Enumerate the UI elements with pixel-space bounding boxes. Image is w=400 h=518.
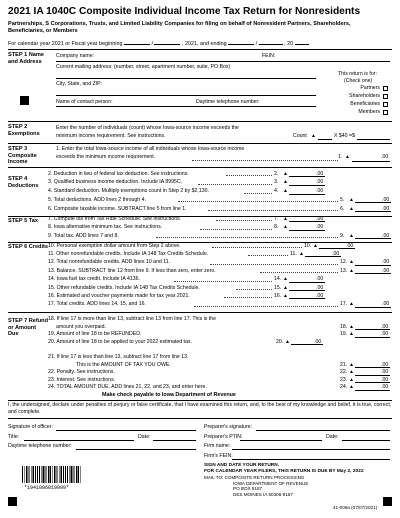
- line-number: 15.: [274, 284, 282, 291]
- form-subtitle: Partnerships, S Corporations, Trusts, and Limited Liability Companies for filing on behalf of Nonresident Partners, Shareholders, Beneficiaries, or Members: [8, 21, 351, 34]
- line-number: 12.: [340, 259, 348, 266]
- line-text: 7. Compute tax from Tax Rate Schedule. See instructions.: [48, 215, 182, 222]
- form-line: [48, 197, 390, 205]
- dot-leader: [156, 233, 338, 239]
- cents-label: .00: [346, 242, 354, 249]
- form-line: [48, 179, 390, 187]
- cents-label: .00: [381, 376, 389, 383]
- arrow-icon: ▲: [313, 242, 318, 249]
- dot-leader: [248, 251, 288, 257]
- line-number: 17.: [340, 301, 348, 308]
- begin-month-field[interactable]: [124, 40, 150, 45]
- line-number: 5.: [340, 196, 345, 203]
- shareholders-checkbox[interactable]: [383, 94, 388, 99]
- mailing-address-field[interactable]: [56, 78, 316, 79]
- cents-label: .00: [381, 323, 389, 330]
- option-beneficiaries: Beneficiaries: [350, 101, 380, 107]
- form-line: [48, 216, 390, 224]
- arrow-icon: ▲: [349, 232, 354, 239]
- line-text: 23. Interest. See instructions.: [48, 376, 116, 383]
- arrow-icon: ▲: [349, 331, 354, 337]
- officer-date-label: Date:: [138, 434, 151, 440]
- cents-label: .00: [316, 179, 324, 186]
- dot-leader: [236, 285, 272, 291]
- divider: [8, 121, 392, 122]
- form-line: [48, 293, 390, 301]
- arrow-icon: ▲: [283, 224, 288, 231]
- line-number: 13.: [340, 267, 348, 274]
- cents-label: .00: [381, 384, 389, 390]
- exemption-multiplier: X $40 =$: [334, 133, 355, 139]
- end-year-field[interactable]: [295, 40, 309, 45]
- arrow-icon: ▲: [283, 284, 288, 291]
- cents-label: .00: [316, 292, 324, 299]
- exemption-amount-field[interactable]: [357, 139, 390, 140]
- arrow-icon: ▲: [283, 292, 288, 299]
- officer-phone-label: Daytime telephone number:: [8, 443, 72, 449]
- form-line: [48, 276, 390, 284]
- arrow-icon: ▲: [283, 276, 288, 283]
- registration-square: [383, 497, 392, 506]
- calendar-prefix: For calendar year 2021 or Fiscal year beginning: [8, 41, 123, 47]
- preparer-signature-label: Preparer's signature:: [204, 424, 252, 430]
- dot-leader: [194, 301, 338, 307]
- cents-label: .00: [382, 232, 390, 239]
- preparer-date-field[interactable]: [342, 440, 390, 441]
- line-text: 8. Iowa alternative minimum tax. See instructions.: [48, 224, 163, 231]
- daytime-phone-label: Daytime telephone number:: [196, 99, 260, 105]
- step2-line1: Enter the number of individuals (count) whose Iowa-source income exceeds the: [56, 125, 239, 131]
- line-text: 12. Total nonrefundable credits. ADD lines 10 and 11.: [48, 259, 171, 266]
- line-number: 2.: [274, 170, 279, 177]
- arrow-icon: ▲: [349, 301, 354, 308]
- arrow-icon: ▲: [349, 259, 354, 266]
- registration-square: [20, 96, 29, 105]
- end-month-field[interactable]: [228, 40, 254, 45]
- beneficiaries-checkbox[interactable]: [383, 102, 388, 107]
- return-for-note: (Check one): [344, 78, 373, 84]
- calendar-mid: , 2021, and ending: [181, 41, 227, 47]
- arrow-icon: ▲: [311, 133, 316, 139]
- cents-label: .00: [381, 361, 389, 368]
- preparer-ptin-label: Preparer's PTIN:: [204, 434, 243, 440]
- option-partners: Partners: [360, 85, 380, 91]
- dot-leader: [198, 179, 272, 185]
- line-number: 21.: [340, 361, 348, 368]
- line-text: 9. Total tax. ADD lines 7 and 8.: [48, 232, 119, 239]
- contact-person-label: Name of contact person:: [56, 99, 113, 105]
- end-day-field[interactable]: [259, 40, 283, 45]
- form-line: [48, 331, 390, 339]
- arrow-icon: ▲: [283, 170, 288, 177]
- cents-label: .00: [382, 205, 390, 212]
- contact-field[interactable]: [56, 106, 316, 107]
- line-text: 17. Total credits. ADD lines 14, 15, and 16.: [48, 301, 146, 308]
- arrow-icon: ▲: [349, 205, 354, 212]
- begin-day-field[interactable]: [154, 40, 180, 45]
- line-text: 10. Personal exemption dollar amount from Step 2 above.: [48, 242, 181, 249]
- form-line: [48, 339, 390, 347]
- dot-leader: [192, 160, 338, 161]
- form-line: [48, 259, 390, 267]
- count-field[interactable]: [318, 139, 332, 140]
- title-field[interactable]: [24, 440, 134, 441]
- form-line: [48, 384, 390, 392]
- city-state-zip-field[interactable]: [56, 95, 316, 96]
- mailing-l4: IOWA DEPARTMENT OF REVENUE: [233, 480, 309, 486]
- step3-line1: 1. Enter the total Iowa-source income of all individuals whose Iowa-source income: [56, 146, 245, 152]
- officer-date-field[interactable]: [153, 440, 196, 441]
- arrow-icon: ▲: [349, 369, 354, 375]
- form-line: [48, 251, 390, 259]
- line-number: 14.: [274, 276, 282, 283]
- arrow-icon: ▲: [283, 188, 288, 195]
- declaration-text: I, the undersigned, declare under penalties of perjury or false certificate, that I have examined this return, and, to the best of my knowledge and belief, it is true, correct, and complete.: [8, 402, 392, 415]
- form-line: [48, 324, 390, 332]
- form-line: [48, 188, 390, 196]
- step2-line2: minimum income requirement. See instructions.: [56, 133, 166, 139]
- line-text: 13. Balance. SUBTRACT line 12 from line 9. If less than zero, enter zero.: [48, 267, 216, 274]
- line-number: 20.: [276, 338, 284, 345]
- step3-line2: exceeds the minimum income requirement.: [56, 154, 156, 160]
- arrow-icon: ▲: [349, 267, 354, 274]
- dot-leader: [216, 216, 272, 222]
- company-name-label: Company name:: [56, 53, 95, 59]
- line-number: 16.: [274, 292, 282, 299]
- city-state-zip-label: City, State, and ZIP:: [56, 81, 103, 87]
- arrow-icon: ▲: [299, 250, 304, 257]
- firm-fein-label: Firm's FEIN:: [204, 453, 233, 459]
- cents-label: .00: [316, 276, 324, 283]
- cents-label: .00: [332, 250, 340, 257]
- members-checkbox[interactable]: [383, 110, 388, 115]
- divider: [8, 418, 392, 419]
- form-title: 2021 IA 1040C Composite Individual Income Tax Return for Nonresidents: [8, 6, 361, 17]
- divider: [8, 400, 392, 401]
- arrow-icon: ▲: [283, 179, 288, 186]
- line-text: This is the AMOUNT OF TAX YOU OWE.: [76, 361, 171, 368]
- form-id: 41-006a (07/07/2021): [333, 505, 378, 510]
- line-number: 19.: [340, 331, 348, 337]
- line-number: 4.: [274, 188, 279, 195]
- option-members: Members: [358, 109, 380, 115]
- calendar-suffix: , 20: [284, 41, 294, 47]
- dot-leader: [226, 171, 272, 177]
- line-number: 10.: [304, 242, 312, 249]
- return-for-title: This return is for:: [338, 71, 377, 77]
- cents-label: .00: [382, 196, 390, 203]
- line1-number: 1.: [338, 154, 343, 160]
- line-text: 11. Other nonrefundable credits. Include IA 148 Tax Credits Schedule.: [48, 250, 209, 257]
- barcode-text: *1941006019999*: [24, 485, 70, 491]
- firm-name-field[interactable]: [232, 449, 390, 450]
- arrow-icon: ▲: [349, 361, 354, 368]
- form-line: [48, 362, 390, 370]
- barcode-image: [22, 466, 82, 483]
- line-text: 3. Qualified business income deduction. Include IA 8995C.: [48, 179, 183, 186]
- dot-leader: [174, 276, 272, 282]
- line-number: 22.: [340, 369, 348, 375]
- line1-field[interactable]: [352, 161, 390, 162]
- step3-label: STEP 3 Composite Income: [8, 146, 37, 166]
- form-line: [48, 224, 390, 232]
- dot-leader: [210, 259, 338, 265]
- preparer-date-label: Date:: [326, 434, 339, 440]
- dot-leader: [212, 243, 302, 249]
- form-line: [48, 301, 390, 309]
- mailing-l3: MAIL TO: COMPOSITE RETURN PROCESSING: [204, 475, 305, 480]
- firm-name-label: Firm name:: [204, 443, 231, 449]
- line-text: 20. Amount of line 18 to be applied to your 2022 estimated tax.: [48, 338, 192, 345]
- arrow-icon: ▲: [285, 338, 290, 345]
- cents-label: .00: [382, 259, 390, 266]
- title-label: Title:: [8, 434, 20, 440]
- mailing-l5: PO BOX 9187: [233, 486, 263, 491]
- dot-leader: [200, 224, 272, 230]
- payable-note: Make check payable to Iowa Department of Revenue: [102, 392, 236, 398]
- line-number: 18.: [340, 323, 348, 330]
- divider: [8, 143, 392, 144]
- fein-label: FEIN:: [262, 53, 276, 59]
- calendar-line: For calendar year 2021 or Fiscal year beginning / , 2021, and ending / , 20: [8, 40, 309, 47]
- line-number: 6.: [340, 205, 345, 212]
- line-text: 22. Penalty. See instructions.: [48, 369, 115, 375]
- officer-phone-field[interactable]: [76, 449, 196, 450]
- line-number: 23.: [340, 376, 348, 383]
- line-number: 3.: [274, 179, 279, 186]
- cents-label: .00: [316, 224, 324, 231]
- cents-label: .00: [382, 301, 390, 308]
- form-line: [48, 206, 390, 214]
- divider: [8, 49, 392, 50]
- line-text: 24. TOTAL AMOUNT DUE. ADD lines 21, 22, and 23, and enter here.: [48, 384, 207, 390]
- firm-fein-field[interactable]: [232, 459, 390, 460]
- step1-label: STEP 1 Name and Address: [8, 52, 44, 65]
- step7-label: STEP 7 Refund or Amount Due: [8, 318, 48, 338]
- line18-text-a: 18. If line 17 is more than line 13, subtract line 13 from line 17. This is the: [48, 316, 217, 322]
- step2-label: STEP 2 Exemptions: [8, 124, 40, 137]
- cents-label: .00: [316, 284, 324, 291]
- line-text: 2. Deduction in lieu of federal tax deduction. See instructions.: [48, 170, 189, 177]
- arrow-icon: ▲: [349, 323, 354, 330]
- company-name-field[interactable]: [56, 61, 390, 62]
- dot-leader: [208, 206, 338, 212]
- line-number: 24.: [340, 384, 348, 390]
- mailing-l2: FOR CALENDAR YEAR FILERS, THIS RETURN IS DUE BY May 2, 2022: [204, 469, 364, 474]
- cents-label: .00: [316, 170, 324, 177]
- dot-leader: [224, 293, 272, 299]
- arrow-icon: ▲: [283, 215, 288, 222]
- partners-checkbox[interactable]: [383, 86, 388, 91]
- arrow-icon: ▲: [349, 196, 354, 203]
- dot-leader: [260, 268, 338, 274]
- mailing-l1: SIGN AND DATE YOUR RETURN.: [204, 463, 280, 468]
- line-text: 16. Estimated and voucher payments made for tax year 2021.: [48, 292, 190, 299]
- line-text: 14. Iowa fuel tax credit. Include IA 4136.: [48, 276, 140, 283]
- arrow-icon: ▲: [349, 376, 354, 383]
- cents-label: .00: [381, 369, 389, 375]
- line1-cents: .00: [381, 154, 389, 160]
- form-line: [48, 285, 390, 293]
- preparer-signature-field[interactable]: [256, 430, 390, 431]
- cents-label: .00: [381, 331, 389, 337]
- line-text: 4. Standard deduction. Multiply exemptions count in Step 2 by $2,130.: [48, 188, 209, 195]
- form-line: [48, 233, 390, 241]
- line-text: 15. Other refundable credits. Include IA 148 Tax Credits Schedule.: [48, 284, 200, 291]
- arrow-icon: ▲: [345, 154, 350, 160]
- mailing-l6: DES MOINES IA 50306-9187: [233, 491, 294, 497]
- divider: [8, 167, 392, 168]
- dot-leader: [244, 188, 272, 194]
- step5-label: STEP 5 Tax: [8, 218, 38, 224]
- line-text: 19. Amount of line 18 to be REFUNDED.: [48, 331, 142, 337]
- line-number: 11.: [290, 250, 297, 257]
- mailing-address-label: Current mailing address: (number, street, apartment number, suite, PO Box): [56, 64, 231, 70]
- step4-label: STEP 4 Deductions: [8, 176, 39, 189]
- form-line: [48, 171, 390, 179]
- arrow-icon: ▲: [349, 384, 354, 390]
- line-number: 7.: [274, 215, 279, 222]
- step6-label: STEP 6 Credits: [8, 244, 49, 250]
- form-line: [48, 377, 390, 385]
- cents-label: .00: [316, 215, 324, 222]
- officer-signature-label: Signature of officer:: [8, 424, 53, 430]
- line-text: 5. Total deductions. ADD lines 2 through 4.: [48, 196, 146, 203]
- form-line: [48, 268, 390, 276]
- count-label: Count: [293, 133, 307, 139]
- divider: [8, 312, 392, 313]
- form-line: [48, 369, 390, 377]
- dot-leader: [178, 197, 338, 203]
- officer-signature-field[interactable]: [56, 430, 196, 431]
- line21-text-a: 21. If line 17 is less than line 13, subtract line 17 from line 13.: [48, 354, 189, 360]
- preparer-ptin-field[interactable]: [240, 440, 322, 441]
- option-shareholders: Shareholders: [349, 93, 380, 99]
- registration-square: [8, 497, 17, 506]
- cents-label: .00: [382, 267, 390, 274]
- line-text: 6. Composite taxable income. SUBTRACT line 5 from line 1.: [48, 205, 187, 212]
- line-number: 8.: [274, 224, 279, 231]
- line-number: 9.: [340, 232, 345, 239]
- line18-text-b: amount you overpaid.: [56, 323, 106, 330]
- cents-label: .00: [314, 338, 322, 345]
- form-line: [48, 243, 390, 251]
- cents-label: .00: [316, 188, 324, 195]
